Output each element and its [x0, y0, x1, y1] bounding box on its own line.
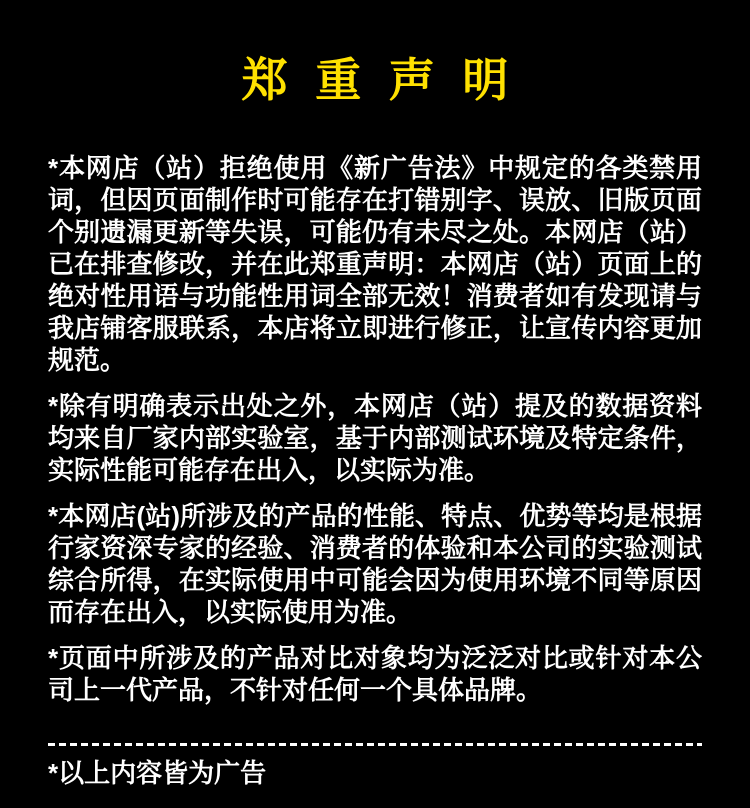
disclaimer-paragraph-product-performance: *本网店(站)所涉及的产品的性能、特点、优势等均是根据行家资深专家的经验、消费者的体验和本公司的实验测试综合所得，在实际使用中可能会因为使用环境不同等原因而存在出入，以实际使用为准。 [48, 501, 702, 627]
page-title: 郑重声明 [241, 54, 536, 106]
statement-body [48, 152, 702, 706]
disclaimer-paragraph-banned-words: *本网店（站）拒绝使用《新广告法》中规定的各类禁用词，但因页面制作时可能存在打错别字、误放、旧版页面个别遗漏更新等失误，可能仍有未尽之处。本网店（站）已在排查修改，并在此郑重声明：本网店（站）页面上的绝对性用语与功能性用词全部无效！消费者如有发现请与我店铺客服联系，本店将立即进行修正，让宣传内容更加规范。 [48, 153, 702, 375]
disclaimer-paragraph-comparison: *页面中所涉及的产品对比对象均为泛泛对比或针对本公司上一代产品，不针对任何一个具体品牌。 [48, 643, 702, 705]
ad-disclosure-note: *以上内容皆为广告 [48, 758, 267, 788]
disclaimer-paragraph-data-source: *除有明确表示出处之外，本网店（站）提及的数据资料均来自厂家内部实验室，基于内部测试环境及特定条件，实际性能可能存在出入，以实际为准。 [48, 391, 702, 485]
dashed-divider [48, 743, 702, 746]
